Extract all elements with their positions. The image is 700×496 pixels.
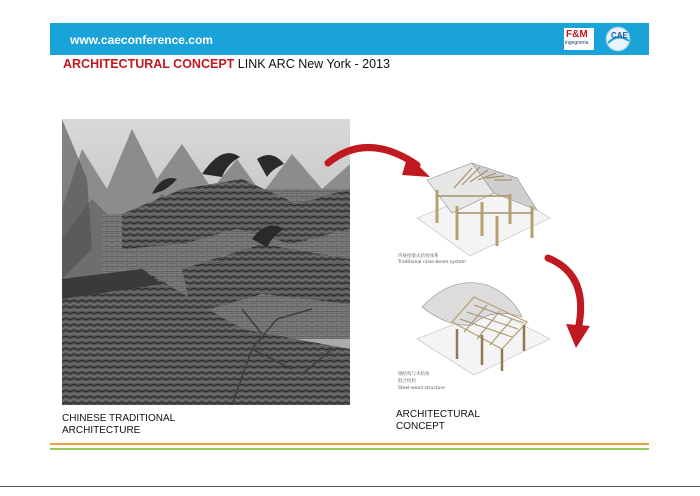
slide-title-accent: ARCHITECTURAL CONCEPT [63, 57, 235, 71]
diagram-top-label-cn: 传统抬梁式结构体系 [398, 254, 439, 259]
logo-fm-text: F&M [566, 29, 588, 40]
slide-title [63, 57, 390, 71]
cae-logo [603, 25, 633, 53]
caption-right-line-2: CONCEPT [396, 421, 445, 432]
cae-logo-text: CAE [611, 31, 628, 40]
raise-beam-structure-diagram [412, 158, 552, 258]
bottom-divider [0, 486, 700, 487]
diagram-bottom-label-cn: 钢结构与木结构 [398, 372, 430, 377]
footer-rule-green [50, 448, 649, 450]
fm-ingegneria-logo [564, 28, 594, 50]
caption-traditional-architecture [62, 413, 262, 437]
diagram-bottom-label-en: Steel-wood structure [398, 386, 445, 391]
diagram-bottom-label-cn2: 混合结构 [398, 379, 416, 384]
slide-title-rest: LINK ARC New York - 2013 [234, 57, 390, 71]
diagram-top-label-en: Traditional raise-beam system [398, 260, 466, 265]
steel-wood-structure-diagram [412, 277, 552, 377]
caption-left-line-2: ARCHITECTURE [62, 425, 141, 436]
caption-architectural-concept [396, 409, 596, 433]
site-url[interactable]: www.caeconference.com [70, 33, 213, 47]
logo-fm-subtext: ingegneria [565, 40, 589, 46]
footer-rule-orange [50, 443, 649, 445]
traditional-architecture-photo [62, 119, 350, 405]
caption-left-line-1: CHINESE TRADITIONAL [62, 413, 176, 424]
caption-right-line-1: ARCHITECTURAL [396, 409, 480, 420]
